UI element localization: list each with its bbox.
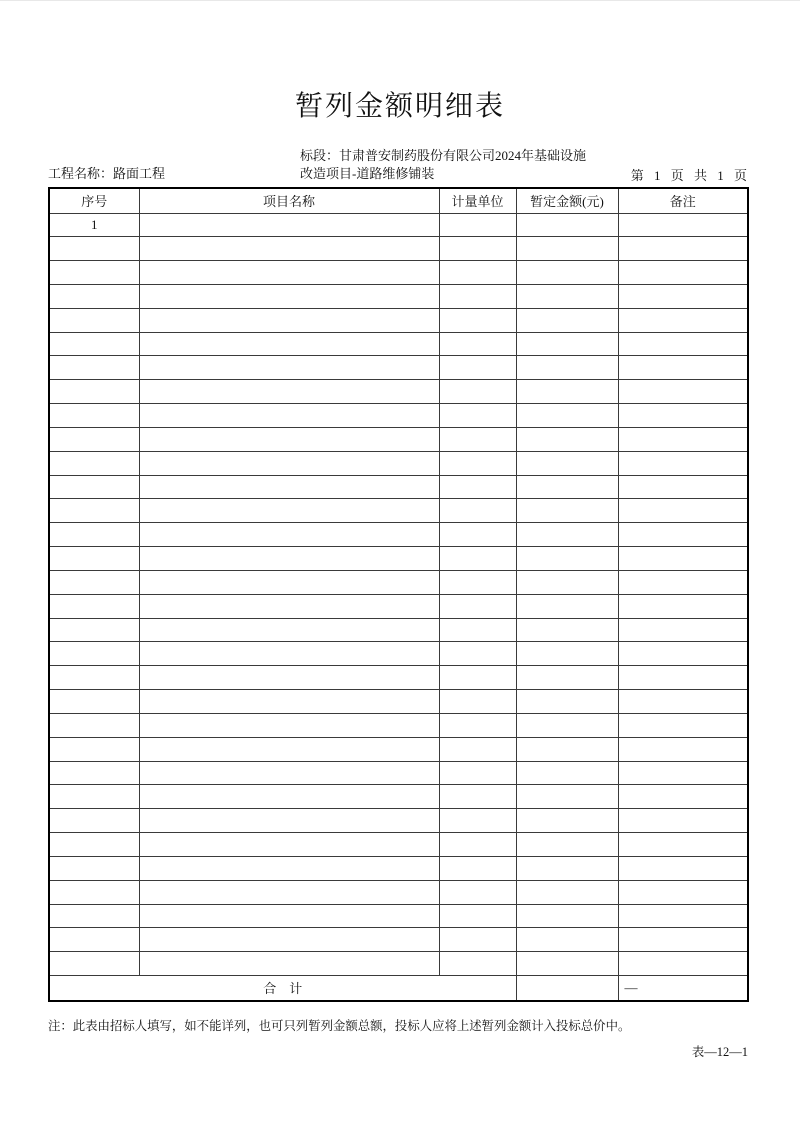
table-cell (439, 690, 516, 714)
footnote: 注：此表由招标人填写，如不能详列，也可只列暂列金额总额，投标人应将上述暂列金额计入投标总价中。 (48, 1019, 631, 1033)
table-cell (516, 666, 618, 690)
table-cell (139, 570, 439, 594)
table-row (49, 308, 748, 332)
section-name-label: 标段：甘肃普安制药股份有限公司2024年基础设施改造项目-道路维修铺装 (300, 148, 587, 181)
table-row (49, 213, 748, 237)
table-cell (139, 284, 439, 308)
table-cell (49, 642, 139, 666)
table-cell (618, 880, 748, 904)
page-title: 暂列金额明细表 (294, 91, 505, 122)
total-row (49, 976, 748, 1001)
table-cell (516, 356, 618, 380)
table-row (49, 332, 748, 356)
table-cell (49, 570, 139, 594)
table-cell (139, 380, 439, 404)
table-cell (618, 952, 748, 976)
table-cell (439, 642, 516, 666)
table-cell (618, 380, 748, 404)
table-cell (139, 880, 439, 904)
column-header-provisional-amount: 暂定金额(元) (516, 188, 618, 213)
table-cell (439, 547, 516, 571)
total-amount-cell (516, 976, 618, 1001)
table-row (49, 856, 748, 880)
table-cell (618, 833, 748, 857)
table-cell (516, 642, 618, 666)
table-cell (618, 785, 748, 809)
table-cell (516, 380, 618, 404)
table-cell (139, 356, 439, 380)
column-header-remark: 备注 (618, 188, 748, 213)
table-cell (618, 499, 748, 523)
table-row (49, 928, 748, 952)
table-cell (516, 809, 618, 833)
column-header-seq: 序号 (49, 188, 139, 213)
table-cell (49, 284, 139, 308)
table-cell (618, 856, 748, 880)
table-row (49, 547, 748, 571)
table-cell (618, 356, 748, 380)
table-cell (439, 880, 516, 904)
table-cell (139, 237, 439, 261)
table-cell (618, 713, 748, 737)
table-cell (49, 952, 139, 976)
table-cell (139, 451, 439, 475)
table-cell (516, 928, 618, 952)
table-cell (516, 785, 618, 809)
table-cell (618, 690, 748, 714)
column-header-unit: 计量单位 (439, 188, 516, 213)
total-remark-cell: — (618, 976, 748, 1001)
table-cell (516, 618, 618, 642)
table-cell (618, 213, 748, 237)
table-cell (139, 308, 439, 332)
table-cell (139, 499, 439, 523)
table-row (49, 904, 748, 928)
table-cell (439, 594, 516, 618)
table-cell (439, 904, 516, 928)
table-cell (139, 618, 439, 642)
table-cell (516, 594, 618, 618)
table-cell (439, 737, 516, 761)
table-cell (439, 666, 516, 690)
table-row (49, 785, 748, 809)
table-row (49, 475, 748, 499)
table-cell (439, 261, 516, 285)
table-cell (49, 475, 139, 499)
table-cell (618, 451, 748, 475)
table-cell (618, 523, 748, 547)
table-cell (139, 833, 439, 857)
table-row (49, 499, 748, 523)
table-cell (439, 308, 516, 332)
table-cell (139, 427, 439, 451)
table-cell (516, 570, 618, 594)
table-row (49, 356, 748, 380)
table-cell (139, 547, 439, 571)
table-cell (516, 856, 618, 880)
table-cell (139, 261, 439, 285)
table-cell (439, 451, 516, 475)
table-cell (49, 666, 139, 690)
table-cell (618, 809, 748, 833)
table-cell (49, 547, 139, 571)
table-cell (618, 475, 748, 499)
table-row (49, 570, 748, 594)
table-row (49, 237, 748, 261)
table-row (49, 618, 748, 642)
table-cell (139, 809, 439, 833)
table-cell (516, 523, 618, 547)
table-cell (516, 547, 618, 571)
table-cell (618, 594, 748, 618)
table-cell (618, 284, 748, 308)
table-cell (439, 284, 516, 308)
table-cell (439, 618, 516, 642)
table-cell (618, 308, 748, 332)
table-cell (516, 952, 618, 976)
table-row (49, 284, 748, 308)
table-row (49, 713, 748, 737)
table-cell (618, 761, 748, 785)
table-cell (439, 856, 516, 880)
table-cell (49, 809, 139, 833)
table-cell (439, 785, 516, 809)
table-cell (49, 737, 139, 761)
table-cell (516, 499, 618, 523)
table-cell (516, 690, 618, 714)
table-cell (439, 809, 516, 833)
table-cell (516, 737, 618, 761)
table-cell (618, 642, 748, 666)
table-cell: 1 (49, 213, 139, 237)
table-cell (618, 404, 748, 428)
table-cell (618, 928, 748, 952)
table-row (49, 427, 748, 451)
table-cell (439, 213, 516, 237)
table-cell (439, 713, 516, 737)
table-cell (618, 570, 748, 594)
table-cell (49, 785, 139, 809)
table-cell (516, 284, 618, 308)
table-cell (49, 237, 139, 261)
table-cell (516, 761, 618, 785)
table-cell (139, 761, 439, 785)
table-cell (516, 427, 618, 451)
column-header-item-name: 项目名称 (139, 188, 439, 213)
table-row (49, 380, 748, 404)
table-row (49, 261, 748, 285)
page-number-info: 第 1 页 共 1 页 (630, 168, 747, 183)
project-name-label: 工程名称：路面工程 (48, 166, 166, 181)
table-cell (139, 404, 439, 428)
table-cell (439, 427, 516, 451)
table-cell (139, 713, 439, 737)
table-cell (516, 261, 618, 285)
table-cell (49, 928, 139, 952)
total-label: 合 计 (49, 976, 516, 1001)
table-cell (139, 928, 439, 952)
table-cell (49, 523, 139, 547)
table-cell (49, 618, 139, 642)
table-row (49, 594, 748, 618)
form-code: 表—12—1 (691, 1045, 748, 1059)
table-row (49, 404, 748, 428)
table-cell (516, 451, 618, 475)
table-cell (618, 427, 748, 451)
table-cell (139, 594, 439, 618)
table-cell (439, 499, 516, 523)
table-cell (618, 904, 748, 928)
table-cell (439, 833, 516, 857)
provisional-sum-table (48, 187, 749, 1002)
table-cell (516, 475, 618, 499)
table-cell (618, 547, 748, 571)
table-cell (439, 952, 516, 976)
table-cell (139, 213, 439, 237)
table-cell (516, 880, 618, 904)
table-cell (139, 475, 439, 499)
table-cell (516, 308, 618, 332)
table-cell (439, 332, 516, 356)
table-cell (618, 237, 748, 261)
table-cell (439, 356, 516, 380)
table-cell (516, 904, 618, 928)
table-cell (49, 880, 139, 904)
table-cell (516, 332, 618, 356)
table-cell (618, 618, 748, 642)
table-cell (49, 451, 139, 475)
table-row (49, 737, 748, 761)
table-cell (49, 833, 139, 857)
table-cell (49, 261, 139, 285)
table-cell (618, 737, 748, 761)
table-cell (49, 713, 139, 737)
table-cell (49, 499, 139, 523)
table-row (49, 833, 748, 857)
table-cell (139, 904, 439, 928)
table-row (49, 642, 748, 666)
table-cell (439, 928, 516, 952)
table-row (49, 761, 748, 785)
table-row (49, 451, 748, 475)
table-cell (49, 332, 139, 356)
table-cell (49, 690, 139, 714)
table-cell (49, 904, 139, 928)
table-cell (139, 737, 439, 761)
table-cell (439, 475, 516, 499)
table-cell (49, 308, 139, 332)
table-cell (516, 833, 618, 857)
table-cell (439, 380, 516, 404)
table-cell (139, 690, 439, 714)
table-cell (516, 237, 618, 261)
table-row (49, 952, 748, 976)
table-cell (618, 332, 748, 356)
table-cell (439, 570, 516, 594)
table-cell (439, 404, 516, 428)
table-cell (49, 856, 139, 880)
table-row (49, 666, 748, 690)
table-cell (139, 952, 439, 976)
table-row (49, 809, 748, 833)
table-cell (139, 332, 439, 356)
table-cell (49, 427, 139, 451)
table-cell (516, 713, 618, 737)
table-row (49, 690, 748, 714)
table-cell (139, 523, 439, 547)
table-cell (139, 856, 439, 880)
table-row (49, 880, 748, 904)
table-cell (49, 356, 139, 380)
table-cell (49, 380, 139, 404)
table-cell (139, 642, 439, 666)
table-cell (516, 404, 618, 428)
table-cell (439, 237, 516, 261)
table-body (49, 213, 748, 976)
table-cell (49, 404, 139, 428)
table-row (49, 523, 748, 547)
table-cell (49, 761, 139, 785)
table-cell (439, 523, 516, 547)
table-cell (49, 594, 139, 618)
table-cell (618, 666, 748, 690)
table-cell (139, 666, 439, 690)
table-cell (618, 261, 748, 285)
table-cell (439, 761, 516, 785)
table-cell (139, 785, 439, 809)
table-header-row (49, 188, 748, 213)
table-cell (516, 213, 618, 237)
